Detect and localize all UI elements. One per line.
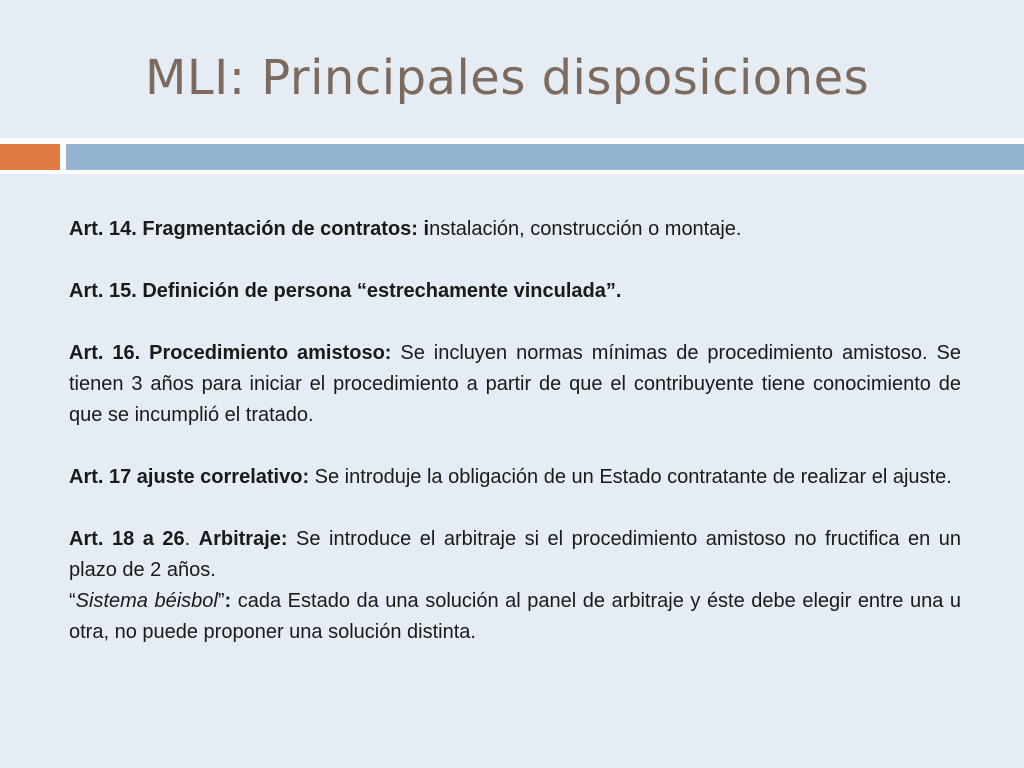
article-14-initial: i	[423, 218, 430, 240]
article-14-heading: Art. 14. Fragmentación de contratos	[69, 218, 412, 240]
slide-body	[69, 214, 961, 648]
article-16-text: Se incluyen normas mínimas de procedimiento amistoso. Se tienen 3 años para iniciar el procedimiento a partir de que el contribuyente tiene conocimiento de que se incumplió el tratado.	[69, 342, 961, 426]
beisbol-term: Sistema béisbol	[75, 590, 218, 612]
article-14-text: nstalación, construcción o montaje.	[429, 218, 742, 240]
article-16	[69, 338, 961, 431]
article-18-subheading: Arbitraje	[198, 528, 281, 550]
article-18-heading: Art. 18 a 26	[69, 528, 185, 550]
article-16-heading: Art. 16. Procedimiento amistoso	[69, 342, 385, 364]
article-15	[69, 276, 961, 307]
article-18-colon: :	[280, 528, 288, 550]
slide-title: MLI: Principales disposiciones	[145, 50, 870, 106]
article-16-colon: :	[384, 342, 392, 364]
beisbol-open-quote: “	[69, 590, 76, 612]
article-14	[69, 214, 961, 245]
beisbol-colon: :	[224, 590, 232, 612]
article-17-heading: Art. 17 ajuste correlativo	[69, 466, 303, 488]
accent-bar-blue	[66, 144, 1024, 170]
article-18-26	[69, 524, 961, 586]
article-18-separator: .	[184, 528, 199, 550]
article-17-text: Se introduje la obligación de un Estado contratante de realizar el ajuste.	[309, 466, 952, 488]
accent-bar-orange	[0, 144, 60, 170]
article-15-heading: Art. 15. Definición de persona “estrechamente vinculada”.	[69, 280, 622, 302]
sistema-beisbol	[69, 586, 961, 648]
article-17-colon: :	[302, 466, 310, 488]
article-18-text: Se introduce el arbitraje si el procedimiento amistoso no fructifica en un plazo de 2 años.	[69, 528, 961, 581]
beisbol-text: cada Estado da una solución al panel de arbitraje y éste debe elegir entre una u otra, no puede proponer una solución distinta.	[69, 590, 962, 643]
article-14-colon: :	[411, 218, 418, 240]
article-17	[69, 462, 961, 493]
beisbol-close-quote: ”	[217, 590, 225, 612]
